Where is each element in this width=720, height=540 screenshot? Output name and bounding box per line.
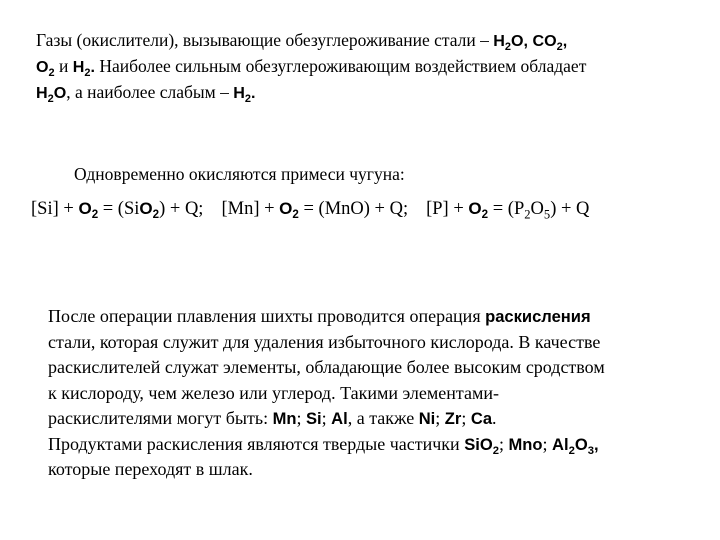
formula-mno: Mno bbox=[508, 434, 543, 454]
term-deoxidation: раскисления bbox=[485, 307, 591, 326]
impurities-heading: Одновременно окисляются примеси чугуна: bbox=[74, 164, 405, 184]
text-line: $O_2$ и $H_2$. Наиболее сильным обезуглероживающим воздействием обладает bbox=[36, 56, 587, 79]
formula-o2: $O_2$ bbox=[36, 58, 55, 79]
text-line: к кислороду, чем железо или углерод. Такими элементами- bbox=[48, 382, 499, 403]
formula-h2: $H_2$. bbox=[72, 58, 95, 79]
formula-h2o: $H_2O$ bbox=[493, 32, 524, 53]
formula-sio2: SiO$_2$ bbox=[464, 434, 499, 457]
formula-al2o3: $Al_2O_3$, bbox=[552, 434, 599, 457]
formula-h2: $H_2$. bbox=[233, 84, 256, 105]
equation-silicon: $[Si] + O_2 = (SiO_2) + Q$; bbox=[31, 199, 204, 222]
text-line: раскислителями могут быть: Mn; Si; Al, а также Ni; Zr; Ca. bbox=[48, 408, 497, 428]
oxidation-equations bbox=[31, 196, 589, 222]
text-line: После операции плавления шихты проводится операция раскисления bbox=[48, 306, 591, 326]
text-line: раскислителей служат элементы, обладающие более высоким сродством bbox=[48, 357, 605, 377]
formula-h2o: $H_2O$ bbox=[36, 84, 67, 105]
text-line: Газы (окислители), вызывающие обезуглероживание стали – $H_2O$, $CO_2$, bbox=[36, 30, 568, 53]
formula-co2: $CO_2$, bbox=[532, 32, 568, 53]
text-line: стали, которая служит для удаления избыточного кислорода. В качестве bbox=[48, 331, 601, 352]
text-line: Продуктами раскисления являются твердые частички SiO$_2$; Mno; $Al_2O_3$, bbox=[48, 433, 599, 457]
equation-manganese: $[Mn] + O_2 = (MnO) + Q$; bbox=[221, 199, 409, 222]
decarburization-paragraph bbox=[36, 28, 686, 106]
deoxidation-paragraph bbox=[48, 304, 688, 483]
text-line: $H_2O$, а наиболее слабым – $H_2$. bbox=[36, 82, 256, 105]
text-line: которые переходят в шлак. bbox=[48, 459, 253, 479]
equation-phosphorus: $[P] + O_2 = (P_2O_5) + Q$ bbox=[426, 199, 590, 222]
